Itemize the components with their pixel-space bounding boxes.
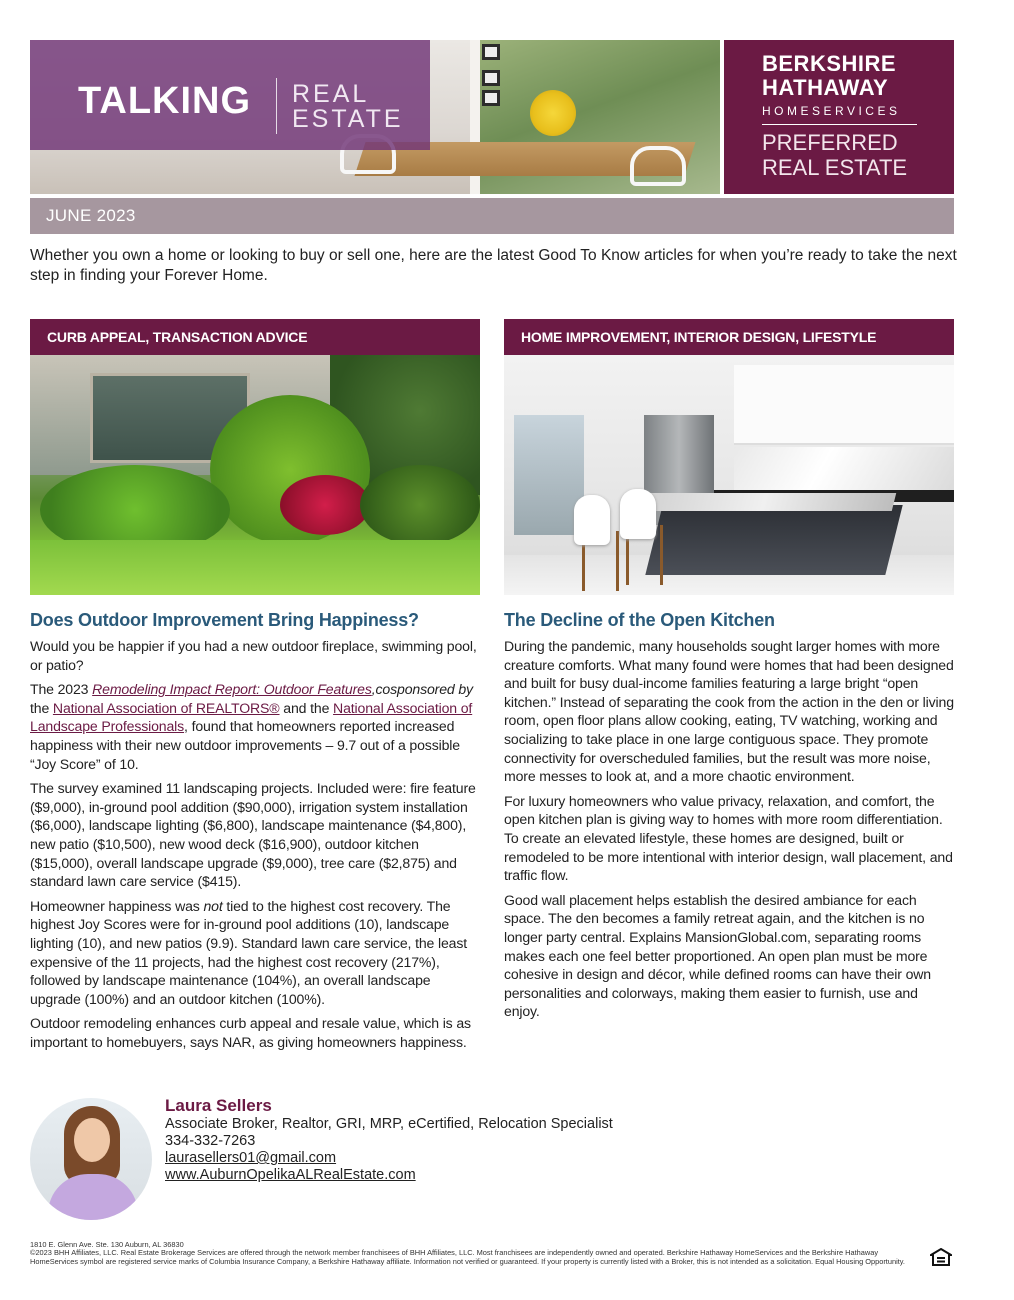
paragraph: Homeowner happiness was not tied to the highest cost recovery. The highest Joy Scores were for in-ground pool additions (10), landscape lighting (10), and new patios (9.9). Standard lawn care service, the least expensive of the 11 projects, had the highest cost recovery (217%), followed by landscape maintenance (104%), an overall landscape upgrade (100%) and an outdoor kitchen (100%). xyxy=(30,897,468,1007)
title-real-estate: REAL ESTATE xyxy=(292,80,404,133)
category-bar: CURB APPEAL, TRANSACTION ADVICE xyxy=(30,319,480,355)
agent-phone: 334-332-7263 xyxy=(165,1133,256,1149)
brand-logo xyxy=(724,40,954,194)
article-title: The Decline of the Open Kitchen xyxy=(504,610,775,630)
paragraph: Would you be happier if you had a new outdoor fireplace, swimming pool, or patio? xyxy=(30,638,477,673)
issue-month-bar xyxy=(30,198,954,234)
kitchen-photo xyxy=(504,355,954,595)
title-talking: TALKING xyxy=(78,80,252,122)
paragraph: Good wall placement helps establish the desired ambiance for each space. The den becomes a family retreat again, and the kitchen is no longer party central. Explains MansionGlobal.com, separating rooms makes each one feel better proportioned. An open plan must be more cohesive in design and décor, while defined rooms can have their own personalities and colorways, making them easier to furnish, use and enjoy. xyxy=(504,891,931,1020)
brand-name: BERKSHIRE HATHAWAY xyxy=(762,51,897,100)
agent-name: Laura Sellers xyxy=(165,1096,272,1115)
issue-month: JUNE 2023 xyxy=(46,206,136,225)
article-body xyxy=(504,637,954,1021)
article-kitchen xyxy=(504,319,954,1021)
equal-housing-icon xyxy=(930,1248,952,1266)
paragraph: Outdoor remodeling enhances curb appeal and resale value, which is as important to homebuyers, says NAR, as giving homeowners happiness. xyxy=(30,1015,471,1050)
article-body xyxy=(30,637,480,1051)
paragraph: During the pandemic, many households sought larger homes with more creature comforts. What many found were homes that had been designed and built for busy dual-income families featuring a large bright “open kitchen.” Instead of separating the cook from the action in the den or living room, open floor plans allow cooking, eating, TV watching, working and socializing to take place in one large contiguous space. They promote connectivity for overscheduled families, but the result was more noise, more messes to look at, and a more chaotic environment. xyxy=(504,638,954,785)
title-divider xyxy=(276,78,277,134)
office-address: 1810 E. Glenn Ave. Ste. 130 Auburn, AL 36830 xyxy=(30,1240,184,1249)
article-outdoor xyxy=(30,319,480,1051)
intro-text: Whether you own a home or looking to buy or sell one, here are the latest Good To Know articles for when you’re ready to take the next step in finding your Forever Home. xyxy=(30,247,957,284)
nalp-link[interactable]: National Association of Landscape Professionals xyxy=(30,699,473,735)
brand-office: PREFERRED REAL ESTATE xyxy=(762,130,908,180)
paragraph: For luxury homeowners who value privacy, relaxation, and comfort, the open kitchen plan is giving way to homes with more room differentiation. To create an elevated lifestyle, these homes are designed, built or remodeled to be more intentional with interior design, wall placement, and traffic flow. xyxy=(504,792,953,884)
agent-contact xyxy=(165,1097,613,1184)
agent-avatar xyxy=(30,1098,152,1220)
garden-photo xyxy=(30,355,480,595)
brand-homeservices: HOMESERVICES xyxy=(762,104,901,118)
legal-disclaimer: ©2023 BHH Affiliates, LLC. Real Estate Brokerage Services are offered through the network member franchisees of BHH Affiliates, LLC. Most franchisees are independently owned and operated. Berkshire Hathaway HomeServices and the Berkshire Hathaway HomeServices symbol are registered service marks of Columbia Insurance Company, a Berkshire Hathaway affiliate. Information not verified or guaranteed. If your property is currently listed with a Broker, this is not intended as a solicitation. Equal Housing Opportunity. xyxy=(30,1248,905,1266)
footer xyxy=(30,1241,926,1266)
header-banner xyxy=(30,40,954,194)
article-title: Does Outdoor Improvement Bring Happiness? xyxy=(30,610,419,630)
report-link[interactable]: Remodeling Impact Report: Outdoor Features xyxy=(92,681,372,698)
nar-link[interactable]: National Association of REALTORS® xyxy=(52,699,280,716)
agent-email-link[interactable]: laurasellers01@gmail.com xyxy=(165,1150,337,1166)
category-bar: HOME IMPROVEMENT, INTERIOR DESIGN, LIFESTYLE xyxy=(504,319,954,355)
brand-rule xyxy=(762,124,917,125)
paragraph: The 2023 Remodeling Impact Report: Outdoor Features,cosponsored by the National Association of REALTORS® and the National Association of Landscape Professionals, found that homeowners reported increased happiness with their new outdoor improvements – 9.7 out of a possible “Joy Score” of 10. xyxy=(30,681,473,772)
agent-title: Associate Broker, Realtor, GRI, MRP, eCertified, Relocation Specialist xyxy=(165,1116,613,1132)
paragraph: The survey examined 11 landscaping projects. Included were: fire feature ($9,000), in-ground pool addition ($90,000), irrigation system installation ($6,000), landscape lighting ($6,800), landscape maintenance ($4,800), new patio ($10,500), new wood deck ($16,900), outdoor kitchen ($15,000), overall landscape upgrade ($9,000), tree care ($2,875) and standard lawn care service ($415). xyxy=(30,780,476,890)
newsletter-title xyxy=(30,40,430,150)
agent-website-link[interactable]: www.AuburnOpelikaALRealEstate.com xyxy=(165,1167,416,1183)
